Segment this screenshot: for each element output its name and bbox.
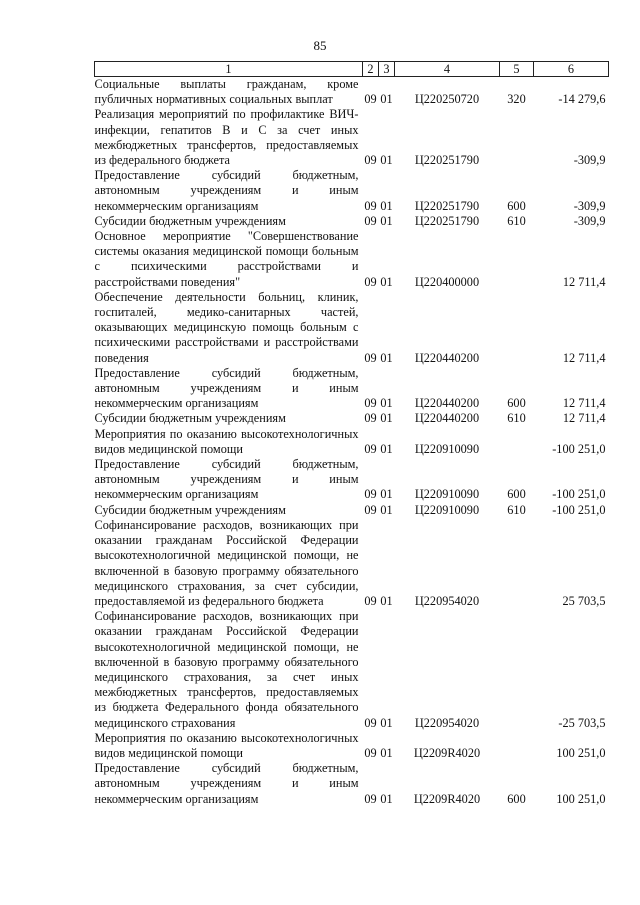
row-expense-type-cell: 600 <box>507 487 526 502</box>
table-row <box>95 411 609 426</box>
row-amount-cell: 25 703,5 <box>562 593 606 608</box>
row-amount-cell: 12 711,4 <box>562 396 606 411</box>
table-row <box>95 518 609 609</box>
budget-table <box>94 61 609 807</box>
row-expense-type-cell <box>500 609 534 731</box>
row-target-code-cell: Ц220440200 <box>414 350 480 365</box>
row-subsection-cell: 01 <box>380 92 393 107</box>
row-amount-cell: -309,9 <box>573 153 606 168</box>
row-expense-type-cell: 320 <box>507 92 526 107</box>
row-target-code-cell: Ц2209R4020 <box>413 791 481 806</box>
table-row <box>95 229 609 290</box>
row-amount-cell: -309,9 <box>573 213 606 228</box>
row-target-code-cell: Ц220250720 <box>414 92 480 107</box>
row-target-code-cell: Ц220440200 <box>414 411 480 426</box>
table-row <box>95 503 609 518</box>
row-subsection-cell: 01 <box>380 350 393 365</box>
row-section-cell: 09 <box>364 715 377 730</box>
row-expense-type-cell <box>500 731 534 761</box>
row-amount-cell: 12 711,4 <box>562 274 606 289</box>
row-amount-cell: 12 711,4 <box>562 350 606 365</box>
row-target-code-cell: Ц220251790 <box>414 198 480 213</box>
table-row <box>95 427 609 457</box>
row-subsection-cell: 01 <box>380 441 393 456</box>
row-amount-cell: -309,9 <box>573 198 606 213</box>
row-name-cell: Субсидии бюджетным учреждениям <box>94 213 286 228</box>
row-subsection-cell: 01 <box>380 153 393 168</box>
row-target-code-cell: Ц220910090 <box>414 487 480 502</box>
row-subsection-cell: 01 <box>380 411 393 426</box>
row-target-code-cell: Ц220251790 <box>414 153 480 168</box>
row-section-cell: 09 <box>364 198 377 213</box>
table-row <box>95 366 609 412</box>
row-expense-type-cell: 610 <box>507 502 526 517</box>
row-subsection-cell: 01 <box>380 791 393 806</box>
row-expense-type-cell <box>500 107 534 168</box>
row-amount-cell: 100 251,0 <box>556 791 606 806</box>
row-name-cell: Мероприятия по оказанию высокотехнологичных видов медицинской помощи <box>94 730 359 760</box>
header-cell-3: 3 <box>379 62 395 77</box>
row-name-cell: Реализация мероприятий по профилактике ВИЧ-инфекции, гепатитов B и C за счет иных межбюджетных трансфертов, предоставляемых из федерального бюджета <box>94 107 359 168</box>
row-target-code-cell: Ц2209R4020 <box>413 745 481 760</box>
row-name-cell: Предоставление субсидий бюджетным, автономным учреждениям и иным некоммерческим организациям <box>94 168 359 213</box>
row-section-cell: 09 <box>364 153 377 168</box>
row-expense-type-cell: 610 <box>507 411 526 426</box>
table-row <box>95 107 609 168</box>
row-subsection-cell: 01 <box>380 213 393 228</box>
row-amount-cell: -100 251,0 <box>552 487 606 502</box>
row-section-cell: 09 <box>364 213 377 228</box>
row-expense-type-cell <box>500 427 534 457</box>
row-amount-cell: 12 711,4 <box>562 411 606 426</box>
row-subsection-cell: 01 <box>380 487 393 502</box>
row-name-cell: Софинансирование расходов, возникающих при оказании гражданам Российской Федерации высокотехнологичной медицинской помощи, не включенной в базовую программу обязательного медицинского страхования, за счет иных межбюджетных трансфертов, предоставляемых из бюджета Федерального фонда обязательного медицинского страхования <box>94 609 359 730</box>
row-expense-type-cell <box>500 290 534 366</box>
row-name-cell: Субсидии бюджетным учреждениям <box>94 411 286 426</box>
row-section-cell: 09 <box>364 92 377 107</box>
row-section-cell: 09 <box>364 274 377 289</box>
row-expense-type-cell: 610 <box>507 213 526 228</box>
table-row <box>95 290 609 366</box>
table-row <box>95 168 609 214</box>
row-target-code-cell: Ц220440200 <box>414 396 480 411</box>
row-target-code-cell: Ц220251790 <box>414 213 480 228</box>
row-section-cell: 09 <box>364 487 377 502</box>
row-amount-cell: -25 703,5 <box>558 715 606 730</box>
header-cell-4: 4 <box>395 62 500 77</box>
row-expense-type-cell: 600 <box>507 791 526 806</box>
row-expense-type-cell: 600 <box>507 198 526 213</box>
table-body <box>95 77 609 807</box>
table-row <box>95 609 609 731</box>
row-section-cell: 09 <box>364 593 377 608</box>
row-subsection-cell: 01 <box>380 745 393 760</box>
row-name-cell: Предоставление субсидий бюджетным, автономным учреждениям и иным некоммерческим организациям <box>94 365 359 411</box>
row-name-cell: Обеспечение деятельности больниц, клиник, госпиталей, медико-санитарных частей, оказывающих медицинскую помощь больным с психическими расстройствами и расстройствами поведения <box>94 289 359 365</box>
row-subsection-cell: 01 <box>380 502 393 517</box>
row-target-code-cell: Ц220954020 <box>414 593 480 608</box>
row-target-code-cell: Ц220400000 <box>414 274 480 289</box>
row-subsection-cell: 01 <box>380 396 393 411</box>
row-subsection-cell: 01 <box>380 715 393 730</box>
header-cell-6: 6 <box>534 62 609 77</box>
row-subsection-cell: 01 <box>380 274 393 289</box>
row-target-code-cell: Ц220954020 <box>414 715 480 730</box>
row-expense-type-cell <box>500 518 534 609</box>
row-expense-type-cell <box>500 229 534 290</box>
row-section-cell: 09 <box>364 502 377 517</box>
row-section-cell: 09 <box>364 350 377 365</box>
row-section-cell: 09 <box>364 745 377 760</box>
table-row <box>95 457 609 503</box>
row-subsection-cell: 01 <box>380 593 393 608</box>
header-cell-5: 5 <box>500 62 534 77</box>
page-number: 85 <box>313 38 327 53</box>
row-amount-cell: -14 279,6 <box>558 92 606 107</box>
row-target-code-cell: Ц220910090 <box>414 502 480 517</box>
row-name-cell: Мероприятия по оказанию высокотехнологичных видов медицинской помощи <box>94 426 359 456</box>
table-row <box>95 77 609 108</box>
row-name-cell: Субсидии бюджетным учреждениям <box>94 502 286 517</box>
table-row <box>95 731 609 761</box>
row-amount-cell: -100 251,0 <box>552 502 606 517</box>
row-name-cell: Предоставление субсидий бюджетным, автономным учреждениям и иным некоммерческим организациям <box>94 457 359 502</box>
table-row <box>95 761 609 807</box>
row-section-cell: 09 <box>364 411 377 426</box>
row-name-cell: Социальные выплаты гражданам, кроме публичных нормативных социальных выплат <box>94 77 359 107</box>
header-row <box>95 62 609 77</box>
header-cell-2: 2 <box>363 62 379 77</box>
row-name-cell: Предоставление субсидий бюджетным, автономным учреждениям и иным некоммерческим организациям <box>94 761 359 806</box>
table-row <box>95 214 609 229</box>
table-header <box>95 62 609 77</box>
row-amount-cell: -100 251,0 <box>552 441 606 456</box>
row-name-cell: Основное мероприятие "Совершенствование системы оказания медицинской помощи больным с психическими расстройствами и расстройствами поведения" <box>94 229 359 289</box>
row-section-cell: 09 <box>364 441 377 456</box>
row-subsection-cell: 01 <box>380 198 393 213</box>
row-expense-type-cell: 600 <box>507 396 526 411</box>
row-section-cell: 09 <box>364 396 377 411</box>
row-target-code-cell: Ц220910090 <box>414 441 480 456</box>
row-name-cell: Софинансирование расходов, возникающих при оказании гражданам Российской Федерации высокотехнологичной медицинской помощи, не включенной в базовую программу обязательного медицинского страхования, за счет субсидии, предоставляемой из федерального бюджета <box>94 517 359 608</box>
row-amount-cell: 100 251,0 <box>556 745 606 760</box>
row-section-cell: 09 <box>364 791 377 806</box>
header-cell-1: 1 <box>95 62 363 77</box>
